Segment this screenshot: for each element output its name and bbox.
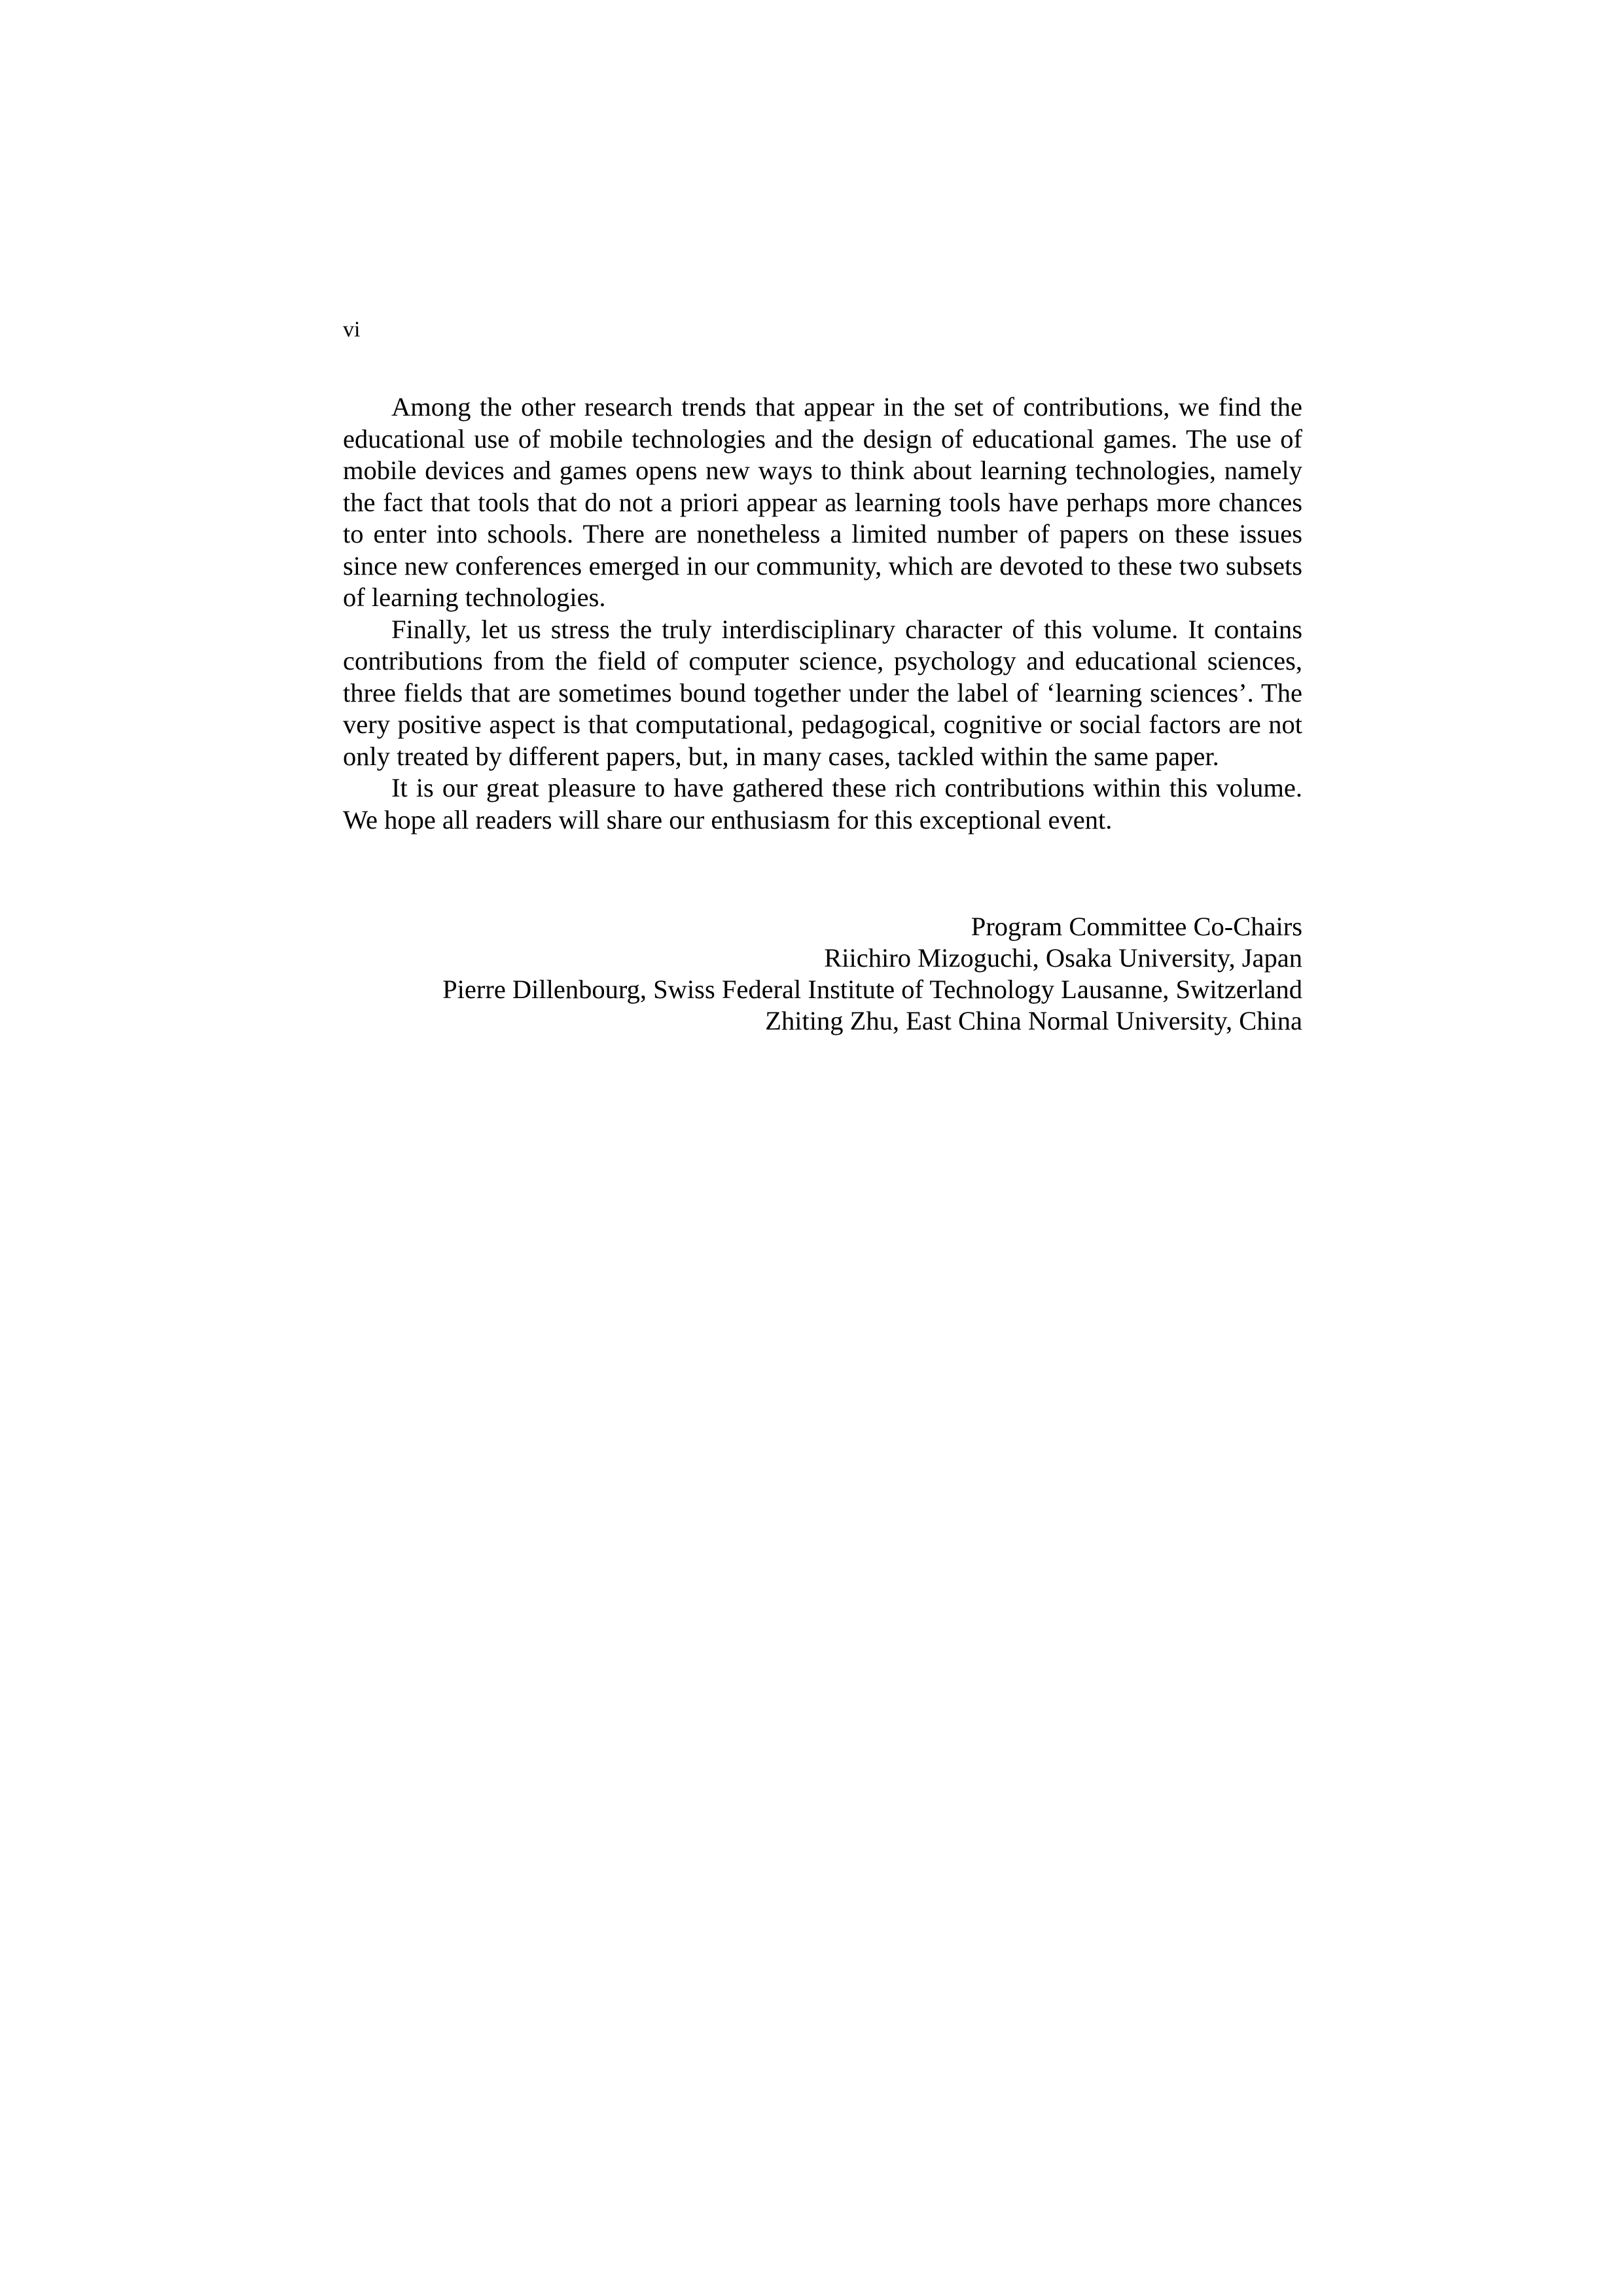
paragraph: Finally, let us stress the truly interdisciplinary character of this volume. It contains contributions from the field of computer science, psychology and educational sciences, three fields that are sometimes bound together under the label of ‘learning sciences’. The very positive aspect is that computational, pedagogical, cognitive or social factors are not only treated by different papers, but, in many cases, tackled within the same paper. xyxy=(343,614,1302,771)
signature-chair: Pierre Dillenbourg, Swiss Federal Institute of Technology Lausanne, Switzerland xyxy=(442,975,1302,1004)
paragraph: It is our great pleasure to have gathered these rich contributions within this volume. We hope all readers will share our enthusiasm for this exceptional event. xyxy=(343,773,1302,834)
paragraph: Among the other research trends that appear in the set of contributions, we find the educational use of mobile technologies and the design of educational games. The use of mobile devices and games opens new ways to think about learning technologies, namely the fact that tools that do not a priori appear as learning tools have perhaps more chances to enter into schools. There are nonetheless a limited number of papers on these issues since new conferences emerged in our community, which are devoted to these two subsets of learning technologies. xyxy=(343,392,1302,612)
signature-block xyxy=(343,911,1302,1037)
signature-role: Program Committee Co-Chairs xyxy=(971,912,1302,941)
signature-chair: Riichiro Mizoguchi, Osaka University, Japan xyxy=(824,943,1302,973)
signature-chair: Zhiting Zhu, East China Normal University, China xyxy=(765,1006,1302,1035)
body-text xyxy=(343,391,1302,836)
page-number: vi xyxy=(343,317,361,342)
